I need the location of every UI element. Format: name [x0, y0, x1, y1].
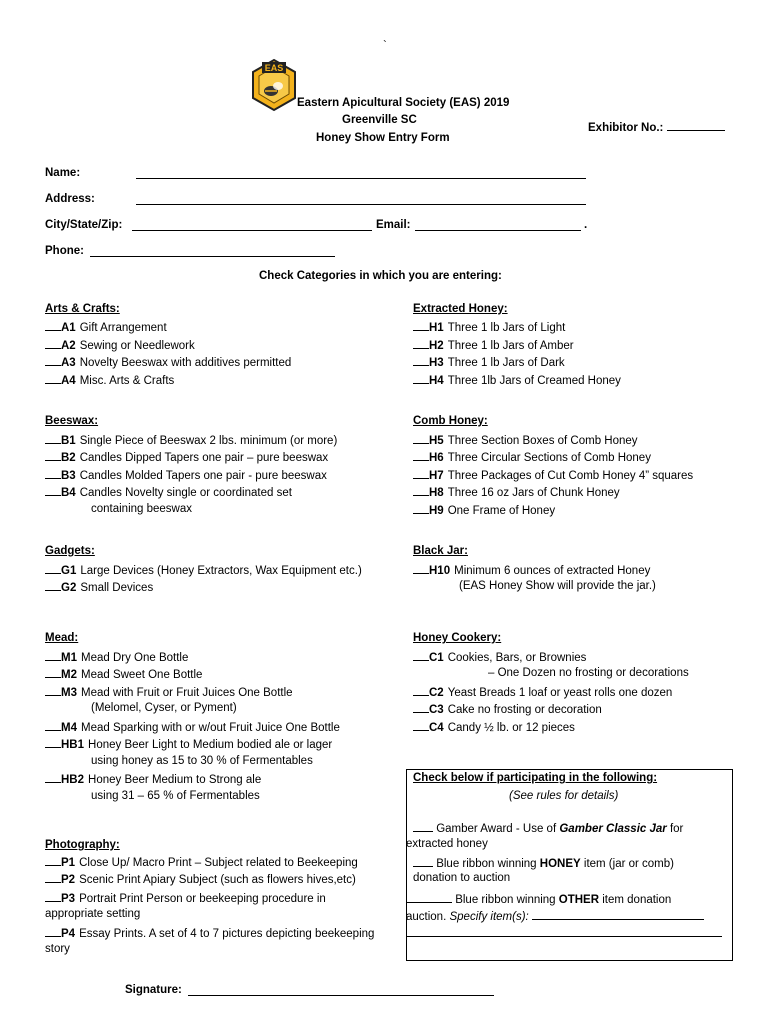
entry-h10-cont: (EAS Honey Show will provide the jar.): [459, 580, 656, 592]
cookery-heading: Honey Cookery:: [413, 632, 502, 644]
entry-h2[interactable]: H2 Three 1 lb Jars of Amber: [413, 338, 574, 352]
name-label: Name:: [45, 167, 81, 179]
photography-heading: Photography:: [45, 839, 120, 851]
phone-input[interactable]: [90, 245, 335, 257]
entry-hb1-cont: using honey as 15 to 30 % of Fermentables: [91, 755, 313, 767]
entry-c4[interactable]: C4 Candy ½ lb. or 12 pieces: [413, 720, 575, 734]
entry-h3[interactable]: H3 Three 1 lb Jars of Dark: [413, 355, 565, 369]
entry-m3-cont: (Melomel, Cyser, or Pyment): [91, 702, 237, 714]
participation-subheading: (See rules for details): [509, 790, 619, 802]
exhibitor-label: Exhibitor No.:: [588, 122, 664, 134]
other-donation-option[interactable]: Blue ribbon winning OTHER item donation: [406, 891, 671, 906]
entry-c1[interactable]: C1 Cookies, Bars, or Brownies: [413, 650, 586, 664]
entry-p2[interactable]: P2 Scenic Print Apiary Subject (such as flowers hives,etc): [45, 872, 356, 886]
entry-b4[interactable]: B4 Candles Novelty single or coordinated set: [45, 485, 292, 499]
entry-hb1[interactable]: HB1 Honey Beer Light to Medium bodied ale or lager: [45, 737, 332, 751]
signature-input[interactable]: [188, 984, 494, 996]
address-label: Address:: [45, 193, 95, 205]
entry-b1[interactable]: B1 Single Piece of Beeswax 2 lbs. minimum (or more): [45, 433, 337, 447]
entry-g1[interactable]: G1 Large Devices (Honey Extractors, Wax Equipment etc.): [45, 563, 362, 577]
entry-h9[interactable]: H9 One Frame of Honey: [413, 503, 555, 517]
logo-text: EAS: [264, 63, 284, 73]
entry-m2[interactable]: M2 Mead Sweet One Bottle: [45, 667, 202, 681]
entry-p4[interactable]: P4 Essay Prints. A set of 4 to 7 pictures depicting beekeeping: [45, 926, 374, 940]
entry-p3[interactable]: P3 Portrait Print Person or beekeeping procedure in: [45, 891, 326, 905]
comb-heading: Comb Honey:: [413, 415, 488, 427]
entry-a3[interactable]: A3 Novelty Beeswax with additives permitted: [45, 355, 291, 369]
entry-h10[interactable]: H10 Minimum 6 ounces of extracted Honey: [413, 563, 650, 577]
signature-label: Signature:: [125, 984, 182, 996]
beeswax-heading: Beeswax:: [45, 415, 99, 427]
gamber-option[interactable]: Gamber Award - Use of Gamber Classic Jar for: [413, 820, 683, 835]
entry-m3[interactable]: M3 Mead with Fruit or Fruit Juices One Bottle: [45, 685, 293, 699]
entry-m1[interactable]: M1 Mead Dry One Bottle: [45, 650, 188, 664]
form-title: Honey Show Entry Form: [316, 132, 450, 144]
instructions: Check Categories in which you are entering:: [259, 270, 502, 282]
entry-b2[interactable]: B2 Candles Dipped Tapers one pair – pure beeswax: [45, 450, 328, 464]
entry-p1[interactable]: P1 Close Up/ Macro Print – Subject related to Beekeeping: [45, 855, 358, 869]
phone-label: Phone:: [45, 245, 84, 257]
entry-c1-cont: – One Dozen no frosting or decorations: [488, 667, 689, 679]
entry-b3[interactable]: B3 Candles Molded Tapers one pair - pure beeswax: [45, 468, 327, 482]
extracted-heading: Extracted Honey:: [413, 303, 508, 315]
email-label: Email:: [376, 219, 411, 231]
entry-hb2-cont: using 31 – 65 % of Fermentables: [91, 790, 260, 802]
name-input[interactable]: [136, 167, 586, 179]
entry-h6[interactable]: H6 Three Circular Sections of Comb Honey: [413, 450, 651, 464]
city-input[interactable]: [132, 219, 372, 231]
entry-a4[interactable]: A4 Misc. Arts & Crafts: [45, 373, 174, 387]
entry-h4[interactable]: H4 Three 1lb Jars of Creamed Honey: [413, 373, 621, 387]
gamber-cont: extracted honey: [406, 838, 488, 850]
entry-p4-cont: story: [45, 943, 70, 955]
location-line: Greenville SC: [342, 114, 417, 126]
gadgets-heading: Gadgets:: [45, 545, 95, 557]
arts-heading: Arts & Crafts:: [45, 303, 120, 315]
honey-donation-option[interactable]: Blue ribbon winning HONEY item (jar or comb): [413, 855, 674, 870]
city-label: City/State/Zip:: [45, 219, 123, 231]
entry-g2[interactable]: G2 Small Devices: [45, 580, 153, 594]
participation-heading: Check below if participating in the following:: [413, 772, 658, 784]
other-donation-checkbox[interactable]: [406, 891, 452, 903]
honey-donation-cont: donation to auction: [413, 872, 511, 884]
entry-h8[interactable]: H8 Three 16 oz Jars of Chunk Honey: [413, 485, 620, 499]
entry-a2[interactable]: A2 Sewing or Needlework: [45, 338, 195, 352]
entry-hb2[interactable]: HB2 Honey Beer Medium to Strong ale: [45, 772, 261, 786]
blackjar-heading: Black Jar:: [413, 545, 468, 557]
entry-c3[interactable]: C3 Cake no frosting or decoration: [413, 702, 602, 716]
entry-a1[interactable]: A1 Gift Arrangement: [45, 320, 167, 334]
specify-items-line-2[interactable]: [406, 925, 722, 937]
email-trailing: .: [584, 219, 588, 231]
exhibitor-number: [588, 119, 725, 134]
entry-p3-cont: appropriate setting: [45, 908, 141, 920]
exhibitor-input[interactable]: [667, 119, 725, 131]
specify-items-input[interactable]: [532, 908, 704, 920]
tick-mark: `: [383, 40, 387, 52]
honey-donation-checkbox[interactable]: [413, 855, 433, 867]
email-input[interactable]: [415, 219, 581, 231]
gamber-checkbox[interactable]: [413, 820, 433, 832]
org-line: Eastern Apicultural Society (EAS) 2019: [297, 97, 510, 109]
entry-c2[interactable]: C2 Yeast Breads 1 loaf or yeast rolls one dozen: [413, 685, 672, 699]
mead-heading: Mead:: [45, 632, 79, 644]
entry-h7[interactable]: H7 Three Packages of Cut Comb Honey 4” squares: [413, 468, 693, 482]
address-input[interactable]: [136, 193, 586, 205]
eas-logo-icon: [251, 58, 297, 112]
entry-h5[interactable]: H5 Three Section Boxes of Comb Honey: [413, 433, 638, 447]
other-donation-cont: auction. Specify item(s):: [406, 908, 704, 923]
entry-m4[interactable]: M4 Mead Sparking with or w/out Fruit Juice One Bottle: [45, 720, 340, 734]
entry-b4-cont: containing beeswax: [91, 503, 193, 515]
entry-h1[interactable]: H1 Three 1 lb Jars of Light: [413, 320, 565, 334]
